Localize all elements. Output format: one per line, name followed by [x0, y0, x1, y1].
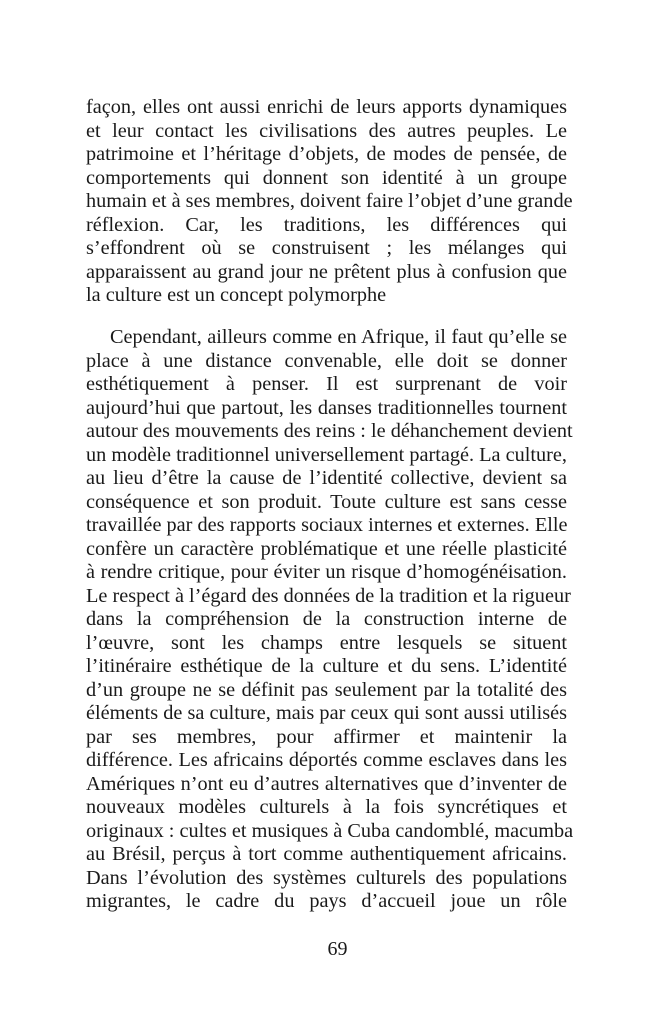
text-line: originaux : cultes et musiques à Cuba candomblé, macumba	[86, 819, 574, 842]
text-line: humain et à ses membres, doivent faire l’objet d’une grande	[86, 190, 573, 212]
text-line: dans la compréhension de la construction interne de	[86, 608, 567, 630]
text-line: éléments de sa culture, mais par ceux qui sont aussi utilisés	[86, 702, 567, 724]
text-line: travaillée par des rapports sociaux internes et externes. Elle	[86, 514, 568, 536]
text-line: l’œuvre, sont les champs entre lesquels se situent	[86, 631, 567, 654]
text-line: place à une distance convenable, elle doit se donner	[86, 349, 567, 372]
paragraph-1	[86, 96, 573, 308]
text-line: aujourd’hui que partout, les danses traditionnelles tournent	[86, 396, 567, 419]
text-line: à rendre critique, pour éviter un risque d’homogénéisation.	[86, 561, 567, 583]
text-line: confère un caractère problématique et une réelle plasticité	[86, 537, 567, 560]
text-line: d’un groupe ne se définit pas seulement par la totalité des	[86, 678, 567, 701]
page-number: 69	[327, 938, 348, 960]
text-line: nouveaux modèles culturels à la fois syncrétiques et	[86, 796, 567, 818]
text-line: autour des mouvements des reins : le déhanchement devient	[86, 420, 573, 442]
text-line: s’effondrent où se construisent ; les mélanges qui	[86, 237, 567, 259]
text-line: esthétiquement à penser. Il est surprenant de voir	[86, 373, 567, 395]
text-line: au Brésil, perçus à tort comme authentiquement africains.	[86, 843, 567, 865]
text-line: la culture est un concept polymorphe	[86, 284, 387, 306]
text-line: l’itinéraire esthétique de la culture et du sens. L’identité	[86, 655, 567, 677]
text-line: réflexion. Car, les traditions, les différences qui	[86, 213, 567, 236]
text-line: différence. Les africains déportés comme esclaves dans les	[86, 749, 567, 771]
paragraph-2	[86, 326, 574, 914]
text-line: et leur contact les civilisations des autres peuples. Le	[86, 119, 567, 142]
text-line: par ses membres, pour affirmer et maintenir la	[86, 725, 567, 748]
text-line: Le respect à l’égard des données de la tradition et la rigueur	[86, 584, 571, 607]
text-line: un modèle traditionnel universellement partagé. La culture,	[86, 443, 567, 466]
text-line: au lieu d’être la cause de l’identité collective, devient sa	[86, 467, 567, 489]
text-line: apparaissent au grand jour ne prêtent plus à confusion que	[86, 260, 567, 283]
text-line: conséquence et son produit. Toute culture est sans cesse	[86, 490, 567, 513]
text-line: Amériques n’ont eu d’autres alternatives que d’inventer de	[86, 772, 567, 795]
text-line: Cependant, ailleurs comme en Afrique, il faut qu’elle se	[110, 326, 567, 348]
text-line: façon, elles ont aussi enrichi de leurs apports dynamiques	[86, 96, 567, 118]
text-line: migrantes, le cadre du pays d’accueil joue un rôle	[86, 890, 567, 912]
text-line: Dans l’évolution des systèmes culturels des populations	[86, 866, 567, 889]
text-line: patrimoine et l’héritage d’objets, de modes de pensée, de	[86, 143, 567, 165]
text-line: comportements qui donnent son identité à un groupe	[86, 166, 567, 189]
